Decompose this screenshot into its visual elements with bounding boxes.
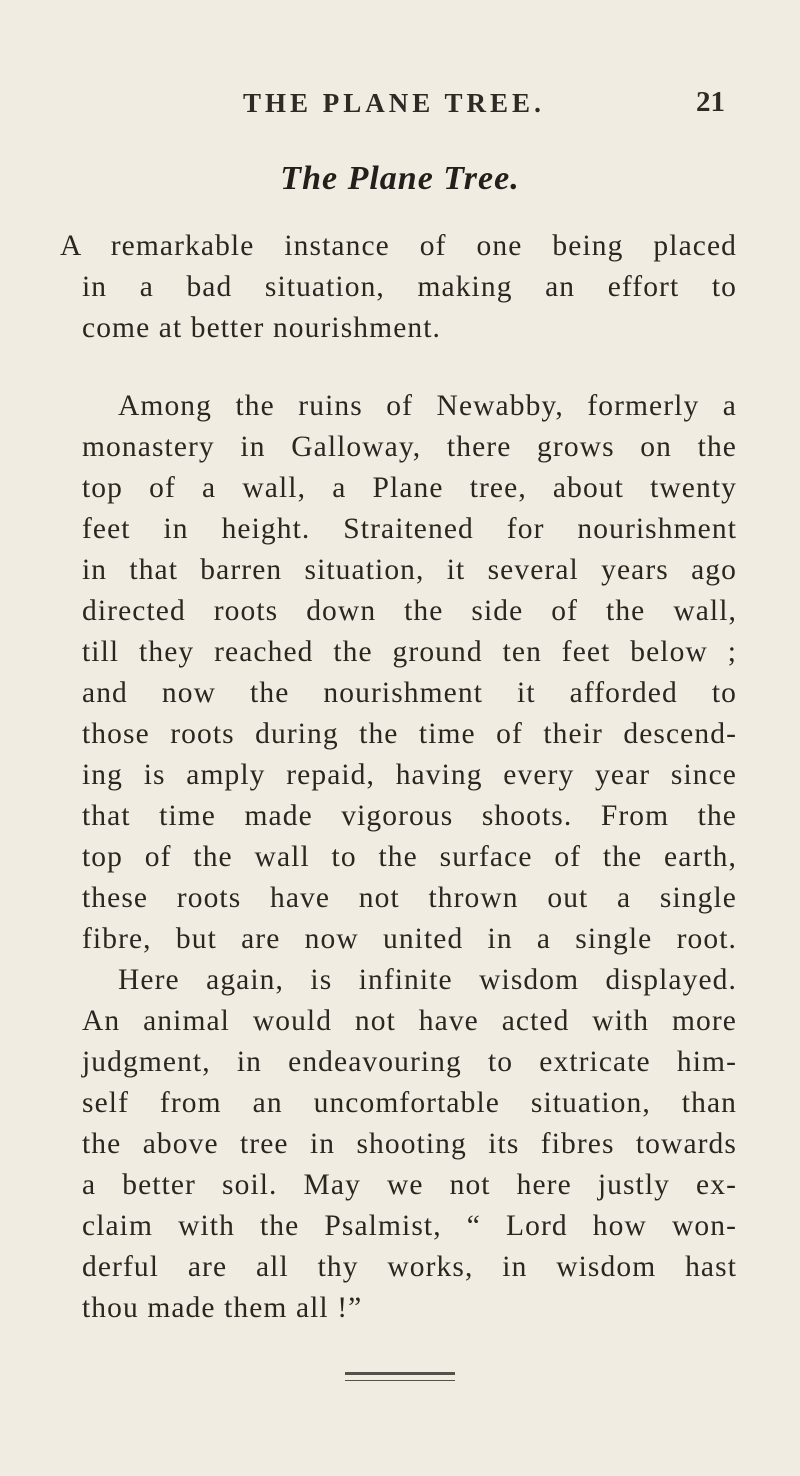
body-line: Among the ruins of Newabby, formerly a — [118, 390, 737, 422]
running-head: THE PLANE TREE. — [243, 88, 545, 118]
body-line: ing is amply repaid, having every year since — [82, 759, 737, 791]
section-title: The Plane Tree. — [280, 160, 520, 197]
body-line: An animal would not have acted with more — [82, 1005, 737, 1037]
subtitle-line: come at better nourishment. — [82, 312, 442, 344]
body-line: and now the nourishment it afforded to — [82, 677, 737, 709]
body-line: in that barren situation, it several years ago — [82, 554, 737, 586]
body-line: feet in height. Straitened for nourishment — [82, 513, 737, 545]
body-line: top of a wall, a Plane tree, about twenty — [82, 472, 737, 504]
body-line: claim with the Psalmist, “ Lord how won- — [82, 1210, 737, 1242]
body-line: that time made vigorous shoots. From the — [82, 800, 737, 832]
body-line: the above tree in shooting its fibres towards — [82, 1128, 737, 1160]
subtitle-line: in a bad situation, making an effort to — [82, 271, 737, 303]
end-rule — [345, 1372, 455, 1375]
subtitle-line: A remarkable instance of one being placed — [60, 230, 737, 262]
end-rule-thin — [345, 1380, 455, 1381]
page-number: 21 — [696, 86, 725, 118]
body-line: judgment, in endeavouring to extricate him- — [82, 1046, 737, 1078]
body-line: these roots have not thrown out a single — [82, 882, 737, 914]
body-line: those roots during the time of their descend- — [82, 718, 737, 750]
body-line: fibre, but are now united in a single root. — [82, 923, 737, 955]
body-line: Here again, is infinite wisdom displayed. — [118, 964, 737, 996]
body-line: top of the wall to the surface of the earth, — [82, 841, 737, 873]
body-line: a better soil. May we not here justly ex- — [82, 1169, 737, 1201]
body-line: self from an uncomfortable situation, than — [82, 1087, 737, 1119]
body-line: derful are all thy works, in wisdom hast — [82, 1251, 737, 1283]
body-line: till they reached the ground ten feet below ; — [82, 636, 737, 668]
body-line: directed roots down the side of the wall, — [82, 595, 737, 627]
body-line: thou made them all !” — [82, 1292, 363, 1324]
body-line: monastery in Galloway, there grows on the — [82, 431, 737, 463]
